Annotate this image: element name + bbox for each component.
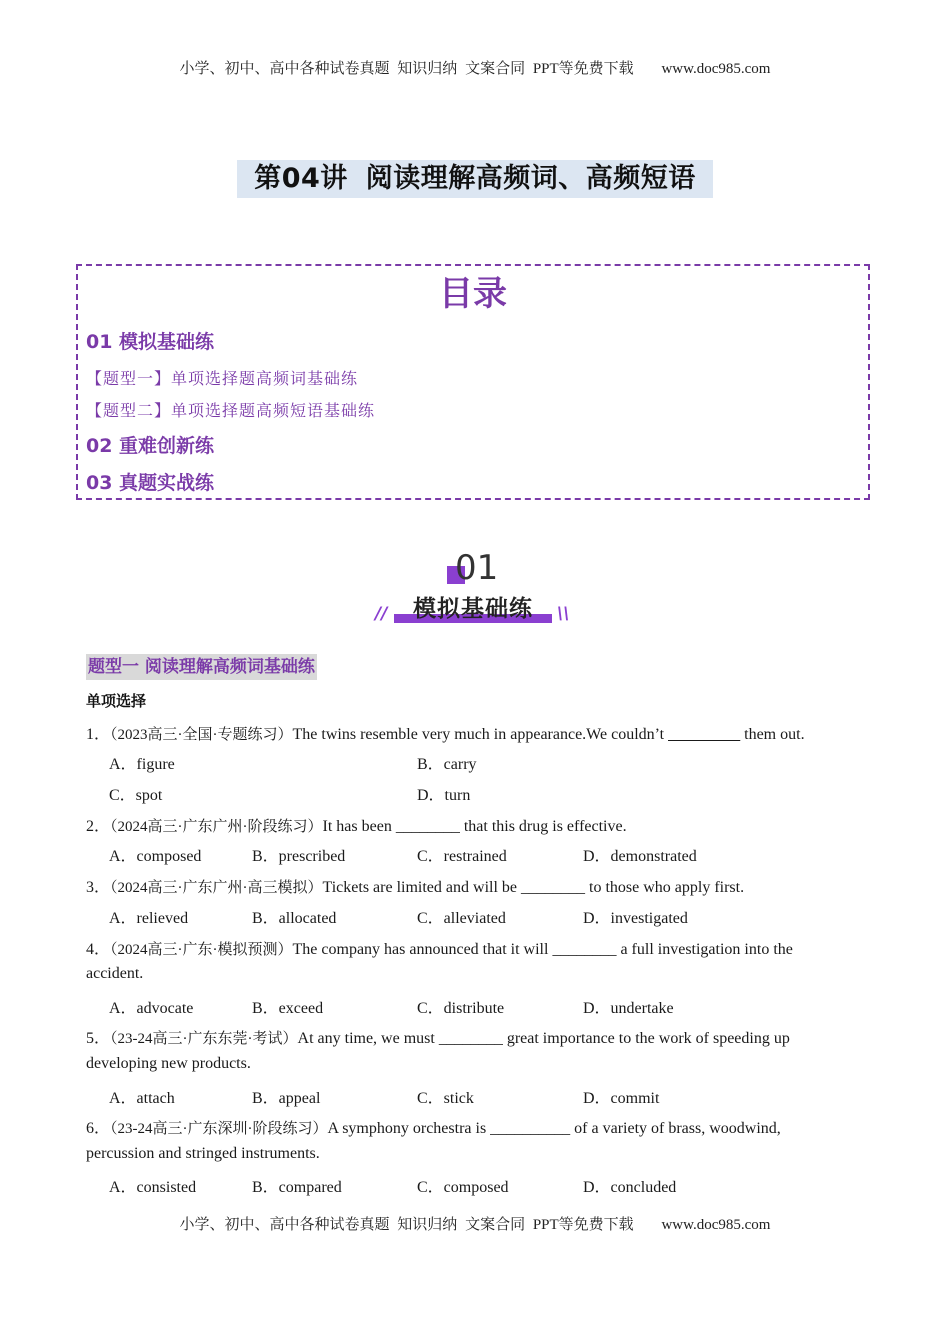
question-number: 5． [86, 1030, 111, 1047]
header-item: 小学、初中、高中各种试卷真题 [179, 61, 390, 77]
toc-heading: 目录 [439, 274, 507, 314]
option-b[interactable]: B．carry [417, 756, 477, 773]
option-a[interactable]: A．composed [109, 848, 202, 865]
option-d[interactable]: D．commit [583, 1090, 660, 1107]
option-d[interactable]: D．concluded [583, 1179, 677, 1196]
option-d[interactable]: D．turn [417, 787, 471, 804]
option-c[interactable]: C．composed [417, 1179, 509, 1196]
lecture-topic: 阅读理解高频词、高频短语 [365, 163, 696, 194]
footer-item: 小学、初中、高中各种试卷真题 [179, 1217, 390, 1233]
option-b[interactable]: B．exceed [252, 1000, 324, 1017]
page-title [237, 160, 713, 198]
option-a[interactable]: A．attach [109, 1090, 175, 1107]
question-3 [86, 874, 876, 897]
question-number: 4． [86, 941, 111, 958]
question-text: It has been ________ that this drug is effective. [322, 818, 627, 835]
question-source: （23-24高三·广东深圳·阶段练习） [110, 1121, 328, 1137]
option-b[interactable]: B．prescribed [252, 848, 346, 865]
option-b[interactable]: B．compared [252, 1179, 342, 1196]
page-footer [0, 1213, 950, 1234]
footer-url-link[interactable]: www.doc985.com [661, 1217, 771, 1233]
option-d[interactable]: D．investigated [583, 910, 688, 927]
footer-item: 知识归纳 [397, 1217, 458, 1233]
question-text: The company has announced that it will ________ a full investigation into the [292, 941, 793, 958]
page-header [0, 57, 950, 78]
section-number: 01 [455, 548, 499, 588]
option-c[interactable]: C．distribute [417, 1000, 505, 1017]
subhead: 单项选择 [86, 692, 147, 710]
question-5 [86, 1025, 876, 1048]
question-2 [86, 813, 876, 836]
header-item: 知识归纳 [397, 61, 458, 77]
question-text-end: them out. [740, 726, 805, 743]
question-source: （23-24高三·广东东莞·考试） [110, 1031, 298, 1047]
option-a[interactable]: A．advocate [109, 1000, 194, 1017]
toc-item-03[interactable]: 03 真题实战练 [86, 472, 215, 494]
header-item: 文案合同 [465, 61, 526, 77]
question-number: 2． [86, 818, 111, 835]
toc-item-02[interactable]: 02 重难创新练 [86, 435, 215, 457]
option-d[interactable]: D．undertake [583, 1000, 674, 1017]
option-b[interactable]: B．allocated [252, 910, 337, 927]
option-a[interactable]: A．figure [109, 756, 175, 773]
question-text: The twins resemble very much in appearance.We couldn’t [292, 726, 669, 743]
question-text-continued: developing new products. [86, 1055, 251, 1072]
question-text: A symphony orchestra is __________ of a variety of brass, woodwind, [327, 1120, 781, 1137]
section-label: 模拟基础练 [413, 596, 533, 622]
question-number: 1． [86, 726, 111, 743]
type-heading: 题型一 阅读理解高频词基础练 [86, 654, 317, 680]
question-text: Tickets are limited and will be ________ to those who apply first. [322, 879, 745, 896]
question-4 [86, 936, 876, 959]
question-6 [86, 1115, 876, 1138]
question-source: （2024高三·广东广州·阶段练习） [110, 819, 323, 835]
header-item: PPT等免费下载 [532, 61, 634, 77]
option-c[interactable]: C．spot [109, 787, 163, 804]
option-a[interactable]: A．consisted [109, 1179, 197, 1196]
question-number: 3． [86, 879, 111, 896]
question-text-continued: percussion and stringed instruments. [86, 1145, 320, 1162]
left-slash-icon: // [375, 604, 388, 624]
toc-item-type-1[interactable]: 【题型一】单项选择题高频词基础练 [86, 369, 359, 388]
right-slash-icon: \\ [557, 604, 570, 624]
footer-item: PPT等免费下载 [532, 1217, 634, 1233]
question-blank: _________ [668, 726, 741, 743]
option-d[interactable]: D．demonstrated [583, 848, 697, 865]
question-number: 6． [86, 1120, 111, 1137]
question-source: （2023高三·全国·专题练习） [110, 727, 293, 743]
toc-item-01[interactable]: 01 模拟基础练 [86, 331, 215, 353]
option-c[interactable]: C．restrained [417, 848, 507, 865]
footer-item: 文案合同 [465, 1217, 526, 1233]
header-url-link[interactable]: www.doc985.com [661, 61, 771, 77]
question-text-continued: accident. [86, 965, 144, 982]
option-a[interactable]: A．relieved [109, 910, 189, 927]
question-source: （2024高三·广东·模拟预测） [110, 942, 293, 958]
toc-item-type-2[interactable]: 【题型二】单项选择题高频短语基础练 [86, 401, 376, 420]
question-text: At any time, we must ________ great importance to the work of speeding up [297, 1030, 790, 1047]
question-1 [86, 721, 876, 744]
option-c[interactable]: C．stick [417, 1090, 474, 1107]
option-c[interactable]: C．alleviated [417, 910, 506, 927]
question-source: （2024高三·广东广州·高三模拟） [110, 880, 323, 896]
lecture-number: 第04讲 [254, 163, 348, 194]
option-b[interactable]: B．appeal [252, 1090, 321, 1107]
